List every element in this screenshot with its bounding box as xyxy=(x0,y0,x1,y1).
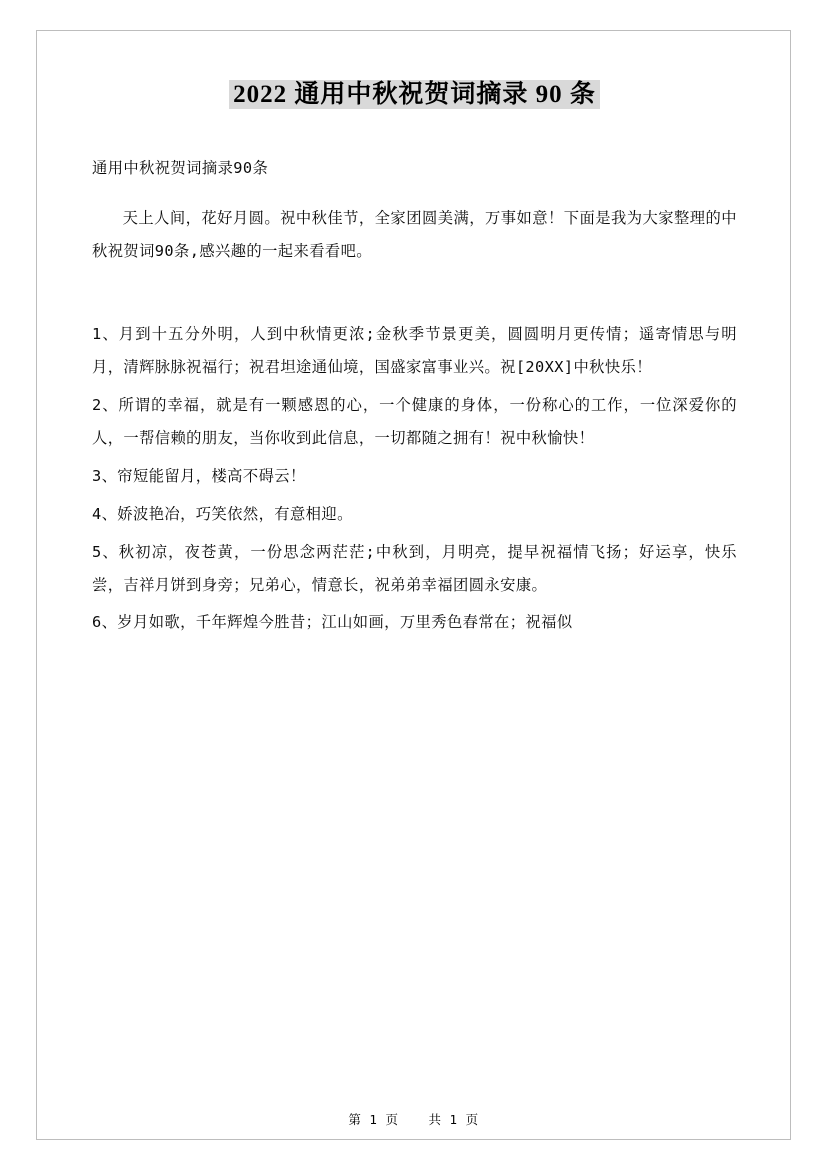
page-title-text: 2022 通用中秋祝贺词摘录 90 条 xyxy=(229,80,600,109)
list-item: 2、所谓的幸福，就是有一颗感恩的心，一个健康的身体，一份称心的工作，一位深爱你的人，一帮信赖的朋友，当你收到此信息，一切都随之拥有！祝中秋愉快！ xyxy=(92,396,737,447)
footer-page-total: 共 1 页 xyxy=(428,1112,479,1127)
list-item: 6、岁月如歌，千年辉煌今胜昔；江山如画，万里秀色春常在；祝福似 xyxy=(92,613,573,632)
page-title xyxy=(92,78,737,112)
list-item: 3、帘短能留月，楼高不碍云！ xyxy=(92,466,306,485)
spacer-large xyxy=(92,272,737,318)
list-item: 4、娇波艳冶，巧笑依然，有意相迎。 xyxy=(92,504,353,523)
list-item: 1、月到十五分外明，人到中秋情更浓;金秋季节景更美，圆圆明月更传情；遥寄情思与明月，清辉脉脉祝福行；祝君坦途通仙境，国盛家富事业兴。祝[20XX]中秋快乐！ xyxy=(92,325,737,377)
footer-page-current: 第 1 页 xyxy=(348,1112,399,1127)
document-content xyxy=(92,78,737,639)
list-item: 5、秋初凉，夜苍黄，一份思念两茫茫;中秋到，月明亮，提早祝福情飞扬；好运享，快乐尝，吉祥月饼到身旁；兄弟心，情意长，祝弟弟幸福团圆永安康。 xyxy=(92,542,737,594)
document-subtitle: 通用中秋祝贺词摘录90条 xyxy=(92,158,269,177)
spacer xyxy=(92,190,737,202)
page-footer xyxy=(0,1110,827,1128)
document-intro: 天上人间，花好月圆。祝中秋佳节，全家团圆美满，万事如意！下面是我为大家整理的中秋祝贺词90条,感兴趣的一起来看看吧。 xyxy=(92,208,737,260)
